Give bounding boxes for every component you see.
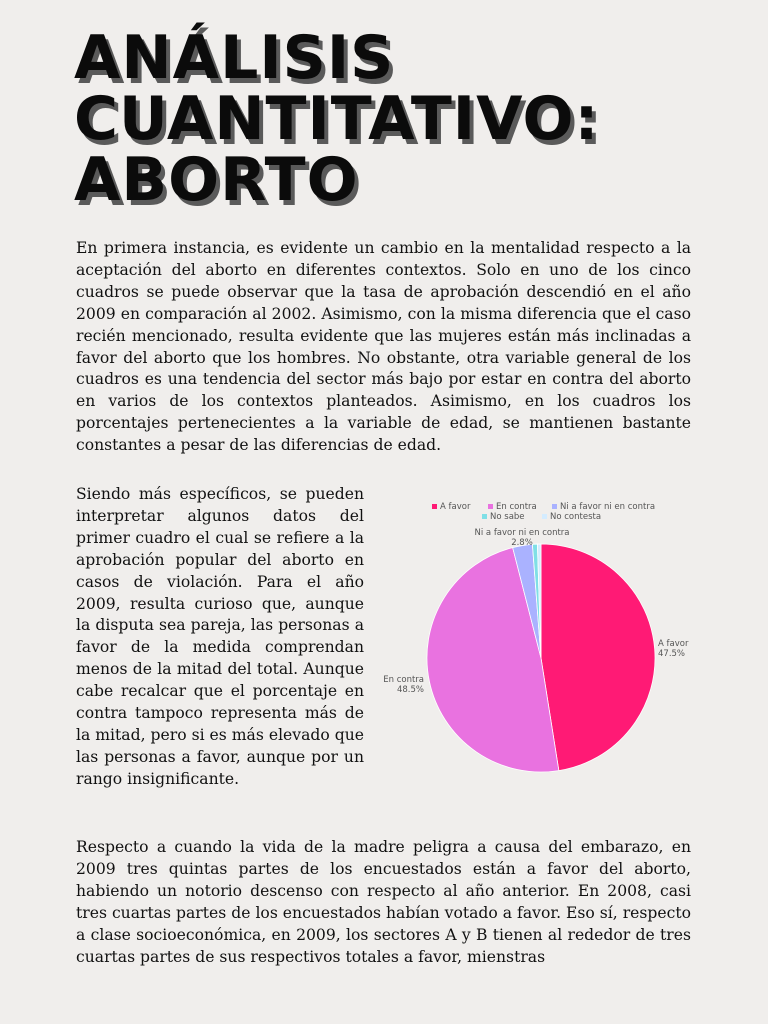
title-line: ANÁLISIS [74,23,395,93]
pie-chart [370,490,710,790]
legend-swatch [432,504,437,509]
legend-swatch [542,514,547,519]
slice-value-label: 47.5% [658,649,686,659]
legend-label: Ni a favor ni en contra [560,502,656,512]
slice-value-label: 48.5% [396,685,424,695]
page-title [74,23,714,215]
title-line: ABORTO [74,145,359,215]
legend-label: En contra [496,502,537,512]
legend-swatch [482,514,487,519]
mother-life-paragraph: Respecto a cuando la vida de la madre peligra a causa del embarazo, en 2009 tres quintas partes de los encuestados están a favor del aborto, habiendo un notorio descenso con respecto al año anterior. En 2008, casi tres cuartas partes de los encuestados habían votado a favor. Eso sí, respecto a clase socioeconómica, en 2009, los sectores A y B tienen al rededor de tres cuartas partes de sus respectivos totales a favor, mienstras [76,838,691,966]
slice-value-label: 2.8% [511,538,533,548]
intro-paragraph: En primera instancia, es evidente un cambio en la mentalidad respecto a la aceptación del aborto en diferentes contextos. Solo en uno de los cinco cuadros se puede observar que la tasa de aprobación descendió en el año 2009 en comparación al 2002. Asimismo, con la misma diferencia que el caso recién mencionado, resulta evidente que las mujeres están más inclinadas a favor del aborto que los hombres. No obstante, otra variable general de los cuadros es una tendencia del sector más bajo por estar en contra del aborto en varios de los contextos planteados. Asimismo, en los cuadros los porcentajes pertenecientes a la variable de edad, se mantienen bastante constantes a pesar de las diferencias de edad. [76,239,691,455]
legend-label: A favor [440,502,471,512]
slice-label: En contra [383,675,424,685]
slice-label: A favor [658,639,689,649]
legend-swatch [552,504,557,509]
legend-label: No sabe [490,512,525,522]
title-line: CUANTITATIVO: [74,84,600,154]
rape-case-paragraph: Siendo más específicos, se pueden interpretar algunos datos del primer cuadro el cual se refiere a la aprobación popular del aborto en casos de violación. Para el año 2009, resulta curioso que, aunque la disputa sea pareja, las personas a favor de la medida comprendan menos de la mitad del total. Aunque cabe recalcar que el porcentaje en contra tampoco representa más de la mitad, pero si es más elevado que las personas a favor, aunque por un rango insignificante. [76,485,364,788]
legend-label: No contesta [550,512,602,522]
legend-swatch [488,504,493,509]
slice-label: Ni a favor ni en contra [474,528,570,538]
pie-slice-a-favor [541,544,655,771]
